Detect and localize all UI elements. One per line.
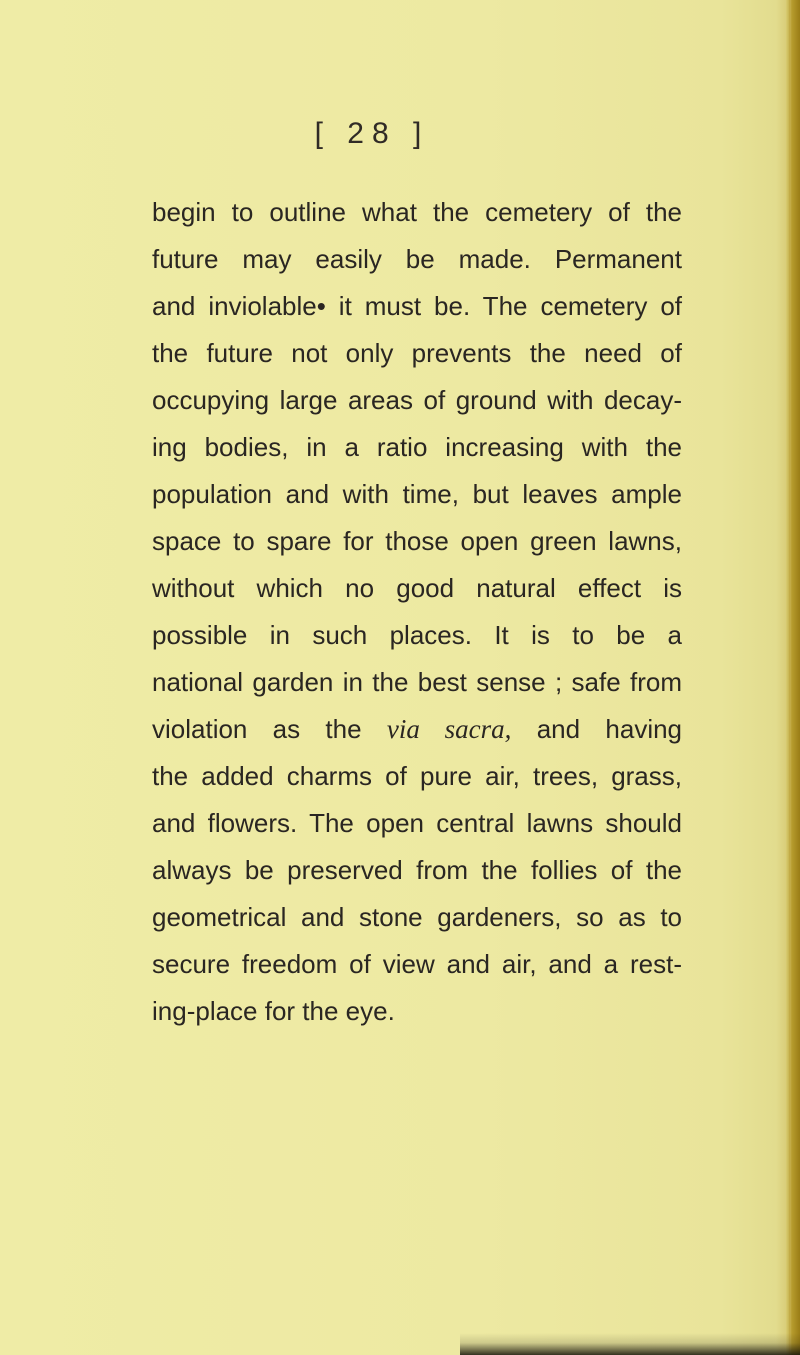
text-line: national garden in the best sense ; safe from: [152, 667, 682, 697]
text-line: the added charms of pure air, trees, grass,: [152, 761, 682, 791]
text-line: and inviolable• it must be. The cemetery of: [152, 291, 682, 321]
italic-phrase: via sacra,: [386, 714, 512, 744]
page-number: [ 28 ]: [314, 117, 430, 150]
text-line: geometrical and stone gardeners, so as to: [152, 902, 682, 932]
text-line: secure freedom of view and air, and a rest-: [152, 949, 682, 979]
text-line: possible in such places. It is to be a: [152, 620, 682, 650]
text-line: begin to outline what the cemetery of the: [152, 197, 682, 227]
page-edge: [786, 0, 800, 1355]
text-line: occupying large areas of ground with decay-: [152, 385, 682, 415]
text-line: the future not only prevents the need of: [152, 338, 682, 368]
body-paragraph: [152, 189, 682, 1035]
bottom-edge-shadow: [460, 1333, 800, 1355]
text-line: without which no good natural effect is: [152, 573, 682, 603]
text-line: future may easily be made. Permanent: [152, 244, 682, 274]
text-line: ing bodies, in a ratio increasing with the: [152, 432, 682, 462]
text-segment: and having: [511, 714, 683, 744]
text-line: space to spare for those open green lawns,: [152, 526, 682, 556]
text-line: and flowers. The open central lawns should: [152, 808, 682, 838]
text-line: ing-place for the eye.: [152, 996, 395, 1026]
text-line: population and with time, but leaves ample: [152, 479, 682, 509]
text-line: always be preserved from the follies of the: [152, 855, 682, 885]
text-line: [152, 706, 682, 753]
text-segment: violation as the: [152, 714, 387, 744]
